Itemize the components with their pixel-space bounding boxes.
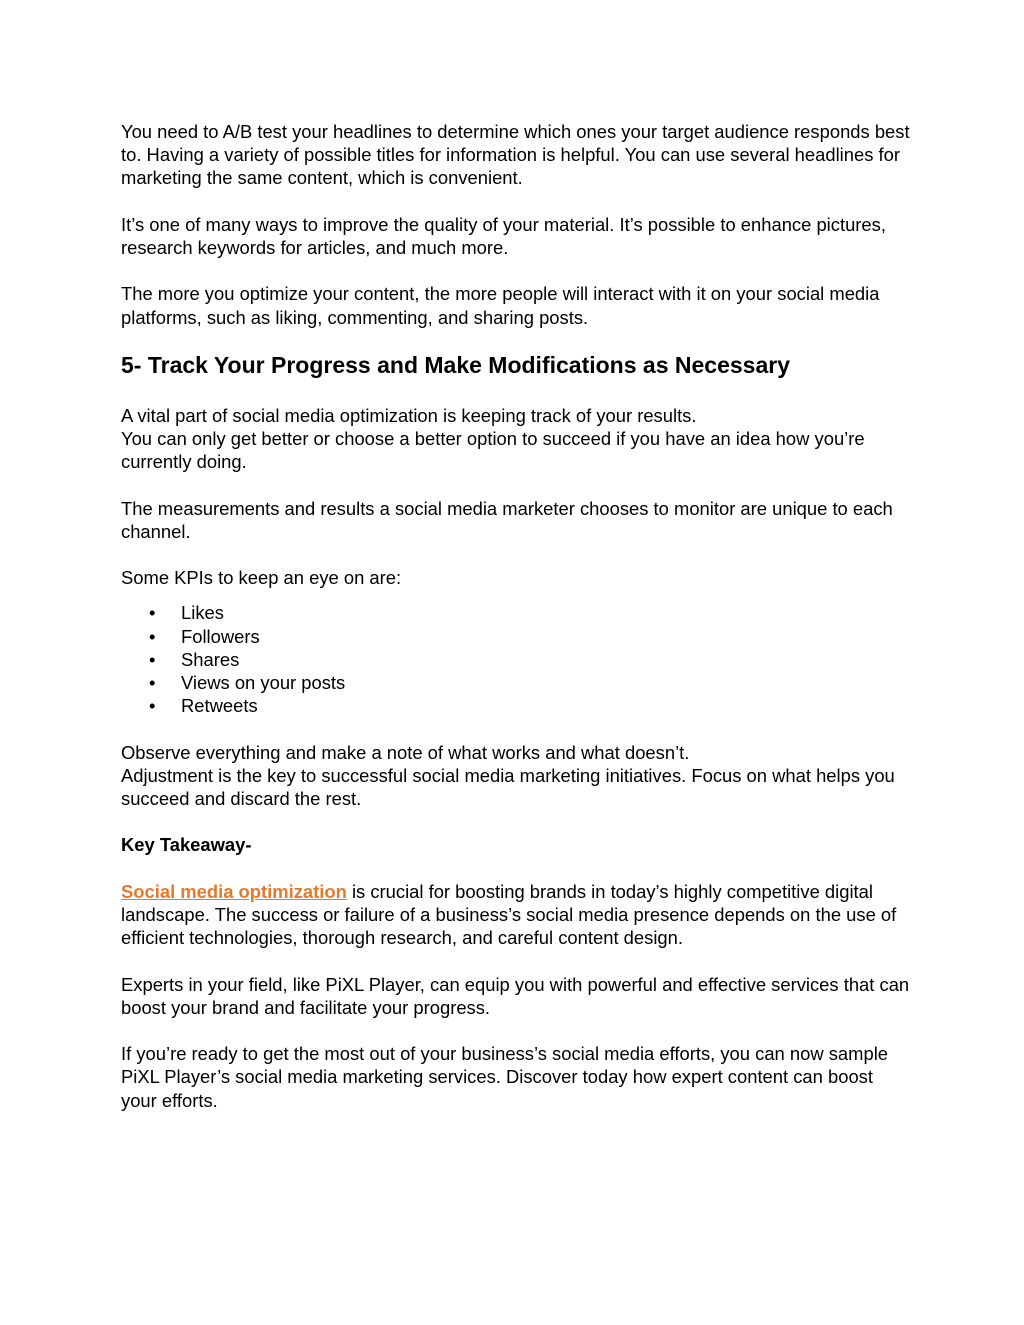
bullet-icon: • — [149, 625, 156, 647]
bullet-icon: • — [149, 602, 156, 624]
bullet-icon: • — [149, 672, 156, 693]
paragraph-smo-crucial-text: is crucial for boosting brands in today’s highly competitive digital landscape. The success or failure of a business’s social media presence depends on the use of efficient technologies, thorough research, and careful content design. — [121, 880, 897, 949]
kpi-intro: Some KPIs to keep an eye on are: — [121, 567, 402, 589]
list-item — [121, 625, 911, 648]
list-item — [121, 601, 911, 624]
document-page — [121, 120, 911, 1112]
intro-paragraph-quality: It’s one of many ways to improve the quality of your material. It’s possible to enhance pictures, research keywords for articles, and much more. — [121, 213, 886, 258]
list-item — [121, 671, 911, 694]
bullet-icon: • — [149, 648, 156, 670]
paragraph-vital-part — [121, 404, 911, 474]
list-item — [121, 648, 911, 671]
list-item-label: Likes — [181, 602, 224, 624]
list-item-label: Shares — [181, 648, 240, 670]
intro-paragraph-ab-testing: You need to A/B test your headlines to determine which ones your target audience responds best to. Having a variety of possible titles for information is helpful. You can use several headlines for marketing the same content, which is convenient. — [121, 121, 910, 189]
paragraph-observe-line1: Observe everything and make a note of what works and what doesn’t. — [121, 741, 690, 763]
paragraph-experts: Experts in your field, like PiXL Player, can equip you with powerful and effective services that can boost your brand and facilitate your progress. — [121, 973, 910, 1018]
paragraph-ready: If you’re ready to get the most out of your business’s social media efforts, you can now sample PiXL Player’s social media marketing services. Discover today how expert content can boost your efforts. — [121, 1043, 889, 1111]
list-item-label: Followers — [181, 625, 260, 647]
social-media-optimization-link[interactable]: Social media optimization — [121, 880, 347, 902]
list-item-label: Retweets — [181, 695, 258, 717]
paragraph-observe-line2: Adjustment is the key to successful social media marketing initiatives. Focus on what helps you succeed and discard the rest. — [121, 764, 895, 809]
section-heading-track-progress: 5- Track Your Progress and Make Modifications as Necessary — [121, 351, 790, 378]
kpi-list — [121, 601, 911, 717]
key-takeaway-label: Key Takeaway- — [121, 834, 252, 856]
list-item — [121, 694, 911, 717]
paragraph-measurements: The measurements and results a social media marketer chooses to monitor are unique to each channel. — [121, 497, 893, 542]
bullet-icon: • — [149, 695, 156, 717]
paragraph-smo-crucial — [121, 880, 911, 950]
paragraph-vital-part-line1: A vital part of social media optimization is keeping track of your results. — [121, 404, 697, 426]
intro-paragraph-optimize: The more you optimize your content, the more people will interact with it on your social media platforms, such as liking, commenting, and sharing posts. — [121, 283, 880, 328]
paragraph-vital-part-line2: You can only get better or choose a better option to succeed if you have an idea how you’re currently doing. — [121, 428, 865, 473]
paragraph-observe — [121, 741, 911, 811]
list-item-label: Views on your posts — [181, 672, 346, 693]
